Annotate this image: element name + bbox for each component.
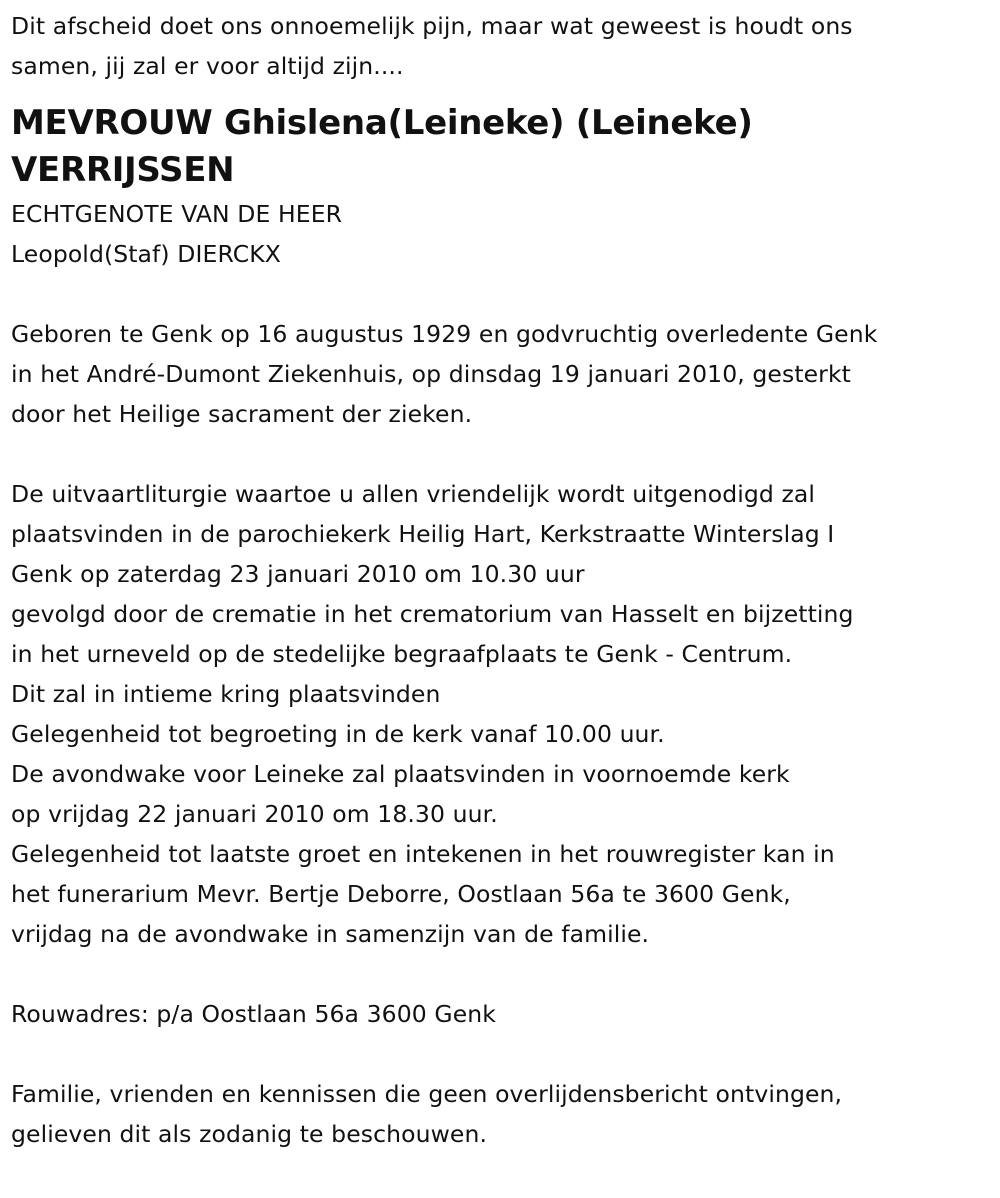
paragraph-line: De uitvaartliturgie waartoe u allen vriendelijk wordt uitgenodigd zal [11, 480, 816, 508]
paragraph-line: vrijdag na de avondwake in samenzijn van de familie. [11, 920, 650, 948]
deceased-name [11, 100, 986, 194]
paragraph-line: De avondwake voor Leineke zal plaatsvinden in voornoemde kerk [11, 760, 790, 788]
birth-death-paragraph [11, 314, 986, 434]
name-line: MEVROUW Ghislena(Leineke) (Leineke) [11, 103, 753, 143]
paragraph-line: in het André-Dumont Ziekenhuis, op dinsdag 19 januari 2010, gesterkt [11, 360, 851, 388]
paragraph-line: in het urneveld op de stedelijke begraafplaats te Genk - Centrum. [11, 640, 793, 668]
mourning-address [11, 994, 986, 1034]
paragraph-line: Geboren te Genk op 16 augustus 1929 en godvruchtig overledente Genk [11, 320, 878, 348]
address-line: Rouwadres: p/a Oostlaan 56a 3600 Genk [11, 1000, 496, 1028]
funeral-paragraph [11, 474, 986, 954]
paragraph-line: Dit zal in intieme kring plaatsvinden [11, 680, 441, 708]
paragraph-line: Genk op zaterdag 23 januari 2010 om 10.30 uur [11, 560, 585, 588]
spouse-info [11, 194, 986, 274]
spouse-line: Leopold(Staf) DIERCKX [11, 240, 281, 268]
paragraph-line: gevolgd door de crematie in het crematorium van Hasselt en bijzetting [11, 600, 854, 628]
paragraph-line: gelieven dit als zodanig te beschouwen. [11, 1120, 488, 1148]
spacer [11, 954, 986, 994]
paragraph-line: op vrijdag 22 januari 2010 om 18.30 uur. [11, 800, 498, 828]
spouse-line: ECHTGENOTE VAN DE HEER [11, 200, 343, 228]
intro-text [11, 6, 986, 86]
paragraph-line: Gelegenheid tot laatste groet en intekenen in het rouwregister kan in [11, 840, 835, 868]
paragraph-line: Gelegenheid tot begroeting in de kerk vanaf 10.00 uur. [11, 720, 665, 748]
paragraph-line: door het Heilige sacrament der zieken. [11, 400, 473, 428]
spacer [11, 434, 986, 474]
spacer [11, 274, 986, 314]
closing-paragraph [11, 1074, 986, 1154]
intro-line: Dit afscheid doet ons onnoemelijk pijn, maar wat geweest is houdt ons [11, 12, 853, 40]
paragraph-line: plaatsvinden in de parochiekerk Heilig Hart, Kerkstraatte Winterslag I [11, 520, 835, 548]
death-notice [11, 6, 986, 1154]
intro-line: samen, jij zal er voor altijd zijn.... [11, 52, 404, 80]
paragraph-line: Familie, vrienden en kennissen die geen overlijdensbericht ontvingen, [11, 1080, 843, 1108]
name-line: VERRIJSSEN [11, 150, 235, 190]
paragraph-line: het funerarium Mevr. Bertje Deborre, Oostlaan 56a te 3600 Genk, [11, 880, 791, 908]
spacer [11, 1034, 986, 1074]
